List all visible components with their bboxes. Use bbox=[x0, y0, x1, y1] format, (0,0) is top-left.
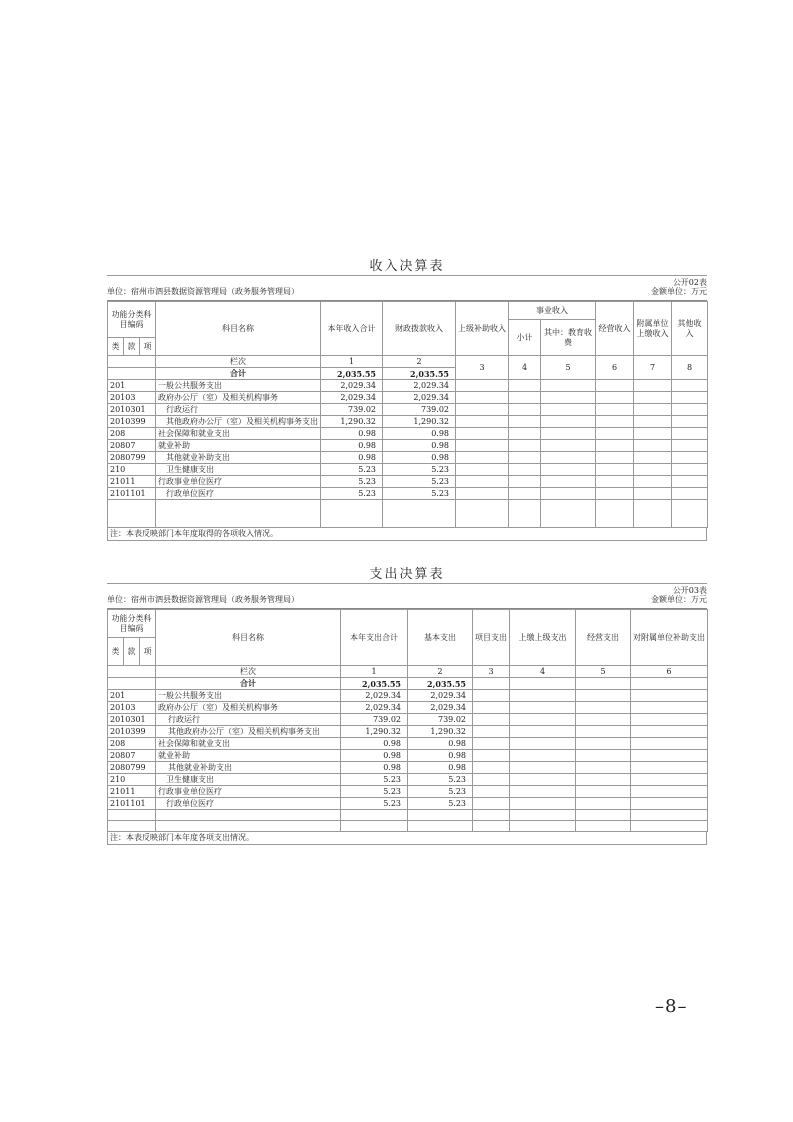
income-col-8: 8 bbox=[672, 356, 708, 380]
expense-header-superior: 上缴上级支出 bbox=[510, 610, 576, 666]
row-fiscal: 1,290.32 bbox=[383, 416, 456, 428]
table-row bbox=[108, 750, 708, 762]
row-code: 201 bbox=[108, 690, 156, 702]
income-header-total: 本年收入合计 bbox=[321, 302, 383, 356]
row-code: 20807 bbox=[108, 750, 156, 762]
row-name: 就业补助 bbox=[156, 750, 341, 762]
row-fiscal: 2,029.34 bbox=[383, 392, 456, 404]
row-basic: 5.23 bbox=[408, 786, 473, 798]
table-row bbox=[108, 428, 708, 440]
row-fiscal: 5.23 bbox=[383, 464, 456, 476]
row-name: 社会保障和就业支出 bbox=[156, 738, 341, 750]
income-col-6: 6 bbox=[596, 356, 634, 380]
row-total: 5.23 bbox=[341, 774, 408, 786]
row-total: 0.98 bbox=[341, 762, 408, 774]
table-row bbox=[108, 702, 708, 714]
income-header-affiliate: 附属单位上缴收入 bbox=[634, 302, 672, 356]
row-basic: 5.23 bbox=[408, 774, 473, 786]
row-name: 行政事业单位医疗 bbox=[156, 476, 321, 488]
row-code: 210 bbox=[108, 774, 156, 786]
expense-total-label: 合计 bbox=[156, 678, 341, 690]
row-total: 2,029.34 bbox=[321, 392, 383, 404]
row-code: 2101101 bbox=[108, 798, 156, 810]
row-total: 739.02 bbox=[321, 404, 383, 416]
expense-header-total: 本年支出合计 bbox=[341, 610, 408, 666]
row-basic: 0.98 bbox=[408, 750, 473, 762]
income-col-5: 5 bbox=[541, 356, 596, 380]
income-total-fiscal: 2,035.55 bbox=[383, 368, 456, 380]
row-basic: 739.02 bbox=[408, 714, 473, 726]
empty-row bbox=[108, 821, 708, 832]
table-row bbox=[108, 392, 708, 404]
row-code: 2010301 bbox=[108, 714, 156, 726]
expense-title: 支出决算表 bbox=[107, 566, 707, 584]
row-basic: 2,029.34 bbox=[408, 702, 473, 714]
row-code: 208 bbox=[108, 738, 156, 750]
row-code: 2010399 bbox=[108, 416, 156, 428]
income-title: 收入决算表 bbox=[107, 258, 707, 276]
income-header-xiang: 项 bbox=[140, 338, 156, 356]
row-name: 卫生健康支出 bbox=[156, 774, 341, 786]
row-name: 就业补助 bbox=[156, 440, 321, 452]
row-code: 201 bbox=[108, 380, 156, 392]
income-header-lei: 类 bbox=[108, 338, 124, 356]
expense-header-affiliate: 对附属单位补助支出 bbox=[631, 610, 708, 666]
empty-row bbox=[108, 810, 708, 821]
row-name: 一般公共服务支出 bbox=[156, 690, 341, 702]
row-name: 行政单位医疗 bbox=[156, 798, 341, 810]
income-col-2: 2 bbox=[383, 356, 456, 368]
table-row bbox=[108, 786, 708, 798]
row-total: 1,290.32 bbox=[321, 416, 383, 428]
row-total: 0.98 bbox=[341, 750, 408, 762]
income-col-7: 7 bbox=[634, 356, 672, 380]
row-code: 21011 bbox=[108, 786, 156, 798]
expense-amount-unit: 金额单位：万元 bbox=[651, 595, 707, 604]
expense-header-xiang: 项 bbox=[140, 638, 156, 666]
table-row bbox=[108, 464, 708, 476]
table-row bbox=[108, 488, 708, 500]
row-basic: 5.23 bbox=[408, 798, 473, 810]
row-name: 其他政府办公厅（室）及相关机构事务支出 bbox=[156, 726, 341, 738]
income-header-kuan: 款 bbox=[124, 338, 140, 356]
income-table-code: 公开02表 bbox=[672, 278, 707, 287]
row-code: 20807 bbox=[108, 440, 156, 452]
row-name: 其他就业补助支出 bbox=[156, 762, 341, 774]
row-total: 5.23 bbox=[321, 464, 383, 476]
table-row bbox=[108, 690, 708, 702]
row-total: 739.02 bbox=[341, 714, 408, 726]
row-name: 行政运行 bbox=[156, 714, 341, 726]
table-row bbox=[108, 738, 708, 750]
row-total: 0.98 bbox=[321, 440, 383, 452]
income-table bbox=[107, 301, 708, 528]
row-name: 其他政府办公厅（室）及相关机构事务支出 bbox=[156, 416, 321, 428]
expense-statement bbox=[107, 566, 707, 845]
row-total: 0.98 bbox=[321, 428, 383, 440]
row-fiscal: 2,029.34 bbox=[383, 380, 456, 392]
row-code: 2080799 bbox=[108, 762, 156, 774]
row-name: 政府办公厅（室）及相关机构事务 bbox=[156, 392, 321, 404]
row-total: 5.23 bbox=[341, 798, 408, 810]
expense-header-subject: 科目名称 bbox=[156, 610, 341, 666]
income-header-subject: 科目名称 bbox=[156, 302, 321, 356]
row-code: 2010301 bbox=[108, 404, 156, 416]
expense-col-2: 2 bbox=[408, 666, 473, 678]
expense-col-3: 3 bbox=[473, 666, 510, 678]
income-header-business: 事业收入 bbox=[509, 302, 596, 320]
expense-header-func-code: 功能分类科目编码 bbox=[108, 610, 156, 638]
row-code: 2101101 bbox=[108, 488, 156, 500]
row-fiscal: 5.23 bbox=[383, 476, 456, 488]
table-row bbox=[108, 774, 708, 786]
row-fiscal: 0.98 bbox=[383, 452, 456, 464]
expense-header-basic: 基本支出 bbox=[408, 610, 473, 666]
income-header-superior: 上级补助收入 bbox=[456, 302, 509, 356]
income-header-operating: 经营收入 bbox=[596, 302, 634, 356]
expense-total-basic: 2,035.55 bbox=[408, 678, 473, 690]
expense-table-code: 公开03表 bbox=[672, 586, 707, 595]
income-total-label: 合计 bbox=[156, 368, 321, 380]
row-code: 2080799 bbox=[108, 452, 156, 464]
income-col-3: 3 bbox=[456, 356, 509, 380]
row-total: 5.23 bbox=[321, 476, 383, 488]
row-basic: 2,029.34 bbox=[408, 690, 473, 702]
expense-col-5: 5 bbox=[576, 666, 631, 678]
table-row bbox=[108, 440, 708, 452]
income-unit: 单位：宿州市泗县数据资源管理局（政务服务管理局） bbox=[107, 287, 299, 296]
row-name: 社会保障和就业支出 bbox=[156, 428, 321, 440]
row-total: 2,029.34 bbox=[341, 690, 408, 702]
table-row bbox=[108, 798, 708, 810]
row-total: 2,029.34 bbox=[341, 702, 408, 714]
table-row bbox=[108, 476, 708, 488]
row-fiscal: 0.98 bbox=[383, 428, 456, 440]
row-name: 其他就业补助支出 bbox=[156, 452, 321, 464]
table-row bbox=[108, 726, 708, 738]
row-code: 208 bbox=[108, 428, 156, 440]
table-row bbox=[108, 714, 708, 726]
expense-table bbox=[107, 609, 708, 832]
income-note: 注：本表反映部门本年度取得的各项收入情况。 bbox=[107, 528, 707, 541]
income-total-amount: 2,035.55 bbox=[321, 368, 383, 380]
row-code: 21011 bbox=[108, 476, 156, 488]
expense-header-lei: 类 bbox=[108, 638, 124, 666]
row-code: 20103 bbox=[108, 392, 156, 404]
income-col-label: 栏次 bbox=[156, 356, 321, 368]
row-name: 行政事业单位医疗 bbox=[156, 786, 341, 798]
row-name: 卫生健康支出 bbox=[156, 464, 321, 476]
income-statement bbox=[107, 258, 707, 541]
expense-col-6: 6 bbox=[631, 666, 708, 678]
page-number: –8– bbox=[655, 996, 688, 1017]
expense-total-row bbox=[108, 678, 708, 690]
table-row bbox=[108, 404, 708, 416]
income-header-func-code: 功能分类科目编码 bbox=[108, 302, 156, 338]
row-code: 210 bbox=[108, 464, 156, 476]
income-col-4: 4 bbox=[509, 356, 541, 380]
row-total: 2,029.34 bbox=[321, 380, 383, 392]
expense-col-4: 4 bbox=[510, 666, 576, 678]
income-header-subtotal: 小计 bbox=[509, 320, 541, 356]
table-row bbox=[108, 762, 708, 774]
row-total: 1,290.32 bbox=[341, 726, 408, 738]
income-header-fiscal: 财政拨款收入 bbox=[383, 302, 456, 356]
row-total: 5.23 bbox=[321, 488, 383, 500]
empty-row bbox=[108, 500, 708, 528]
row-code: 2010399 bbox=[108, 726, 156, 738]
income-header-other: 其他收入 bbox=[672, 302, 708, 356]
income-meta bbox=[107, 276, 707, 301]
row-name: 行政运行 bbox=[156, 404, 321, 416]
expense-header-project: 项目支出 bbox=[473, 610, 510, 666]
row-fiscal: 0.98 bbox=[383, 440, 456, 452]
row-fiscal: 739.02 bbox=[383, 404, 456, 416]
income-col-1: 1 bbox=[321, 356, 383, 368]
row-name: 一般公共服务支出 bbox=[156, 380, 321, 392]
expense-col-1: 1 bbox=[341, 666, 408, 678]
row-total: 0.98 bbox=[321, 452, 383, 464]
row-fiscal: 5.23 bbox=[383, 488, 456, 500]
expense-meta bbox=[107, 584, 707, 609]
row-name: 政府办公厅（室）及相关机构事务 bbox=[156, 702, 341, 714]
row-basic: 0.98 bbox=[408, 738, 473, 750]
expense-unit: 单位：宿州市泗县数据资源管理局（政务服务管理局） bbox=[107, 595, 299, 604]
expense-note: 注：本表反映部门本年度各项支出情况。 bbox=[107, 832, 707, 845]
income-header-edu: 其中：教育收费 bbox=[541, 320, 596, 356]
row-code: 20103 bbox=[108, 702, 156, 714]
expense-total-amount: 2,035.55 bbox=[341, 678, 408, 690]
expense-header-kuan: 款 bbox=[124, 638, 140, 666]
table-row bbox=[108, 452, 708, 464]
row-total: 0.98 bbox=[341, 738, 408, 750]
row-basic: 1,290.32 bbox=[408, 726, 473, 738]
expense-header-operating: 经营支出 bbox=[576, 610, 631, 666]
row-total: 5.23 bbox=[341, 786, 408, 798]
expense-col-label: 栏次 bbox=[156, 666, 341, 678]
income-amount-unit: 金额单位：万元 bbox=[651, 287, 707, 296]
table-row bbox=[108, 416, 708, 428]
row-name: 行政单位医疗 bbox=[156, 488, 321, 500]
row-basic: 0.98 bbox=[408, 762, 473, 774]
table-row bbox=[108, 380, 708, 392]
